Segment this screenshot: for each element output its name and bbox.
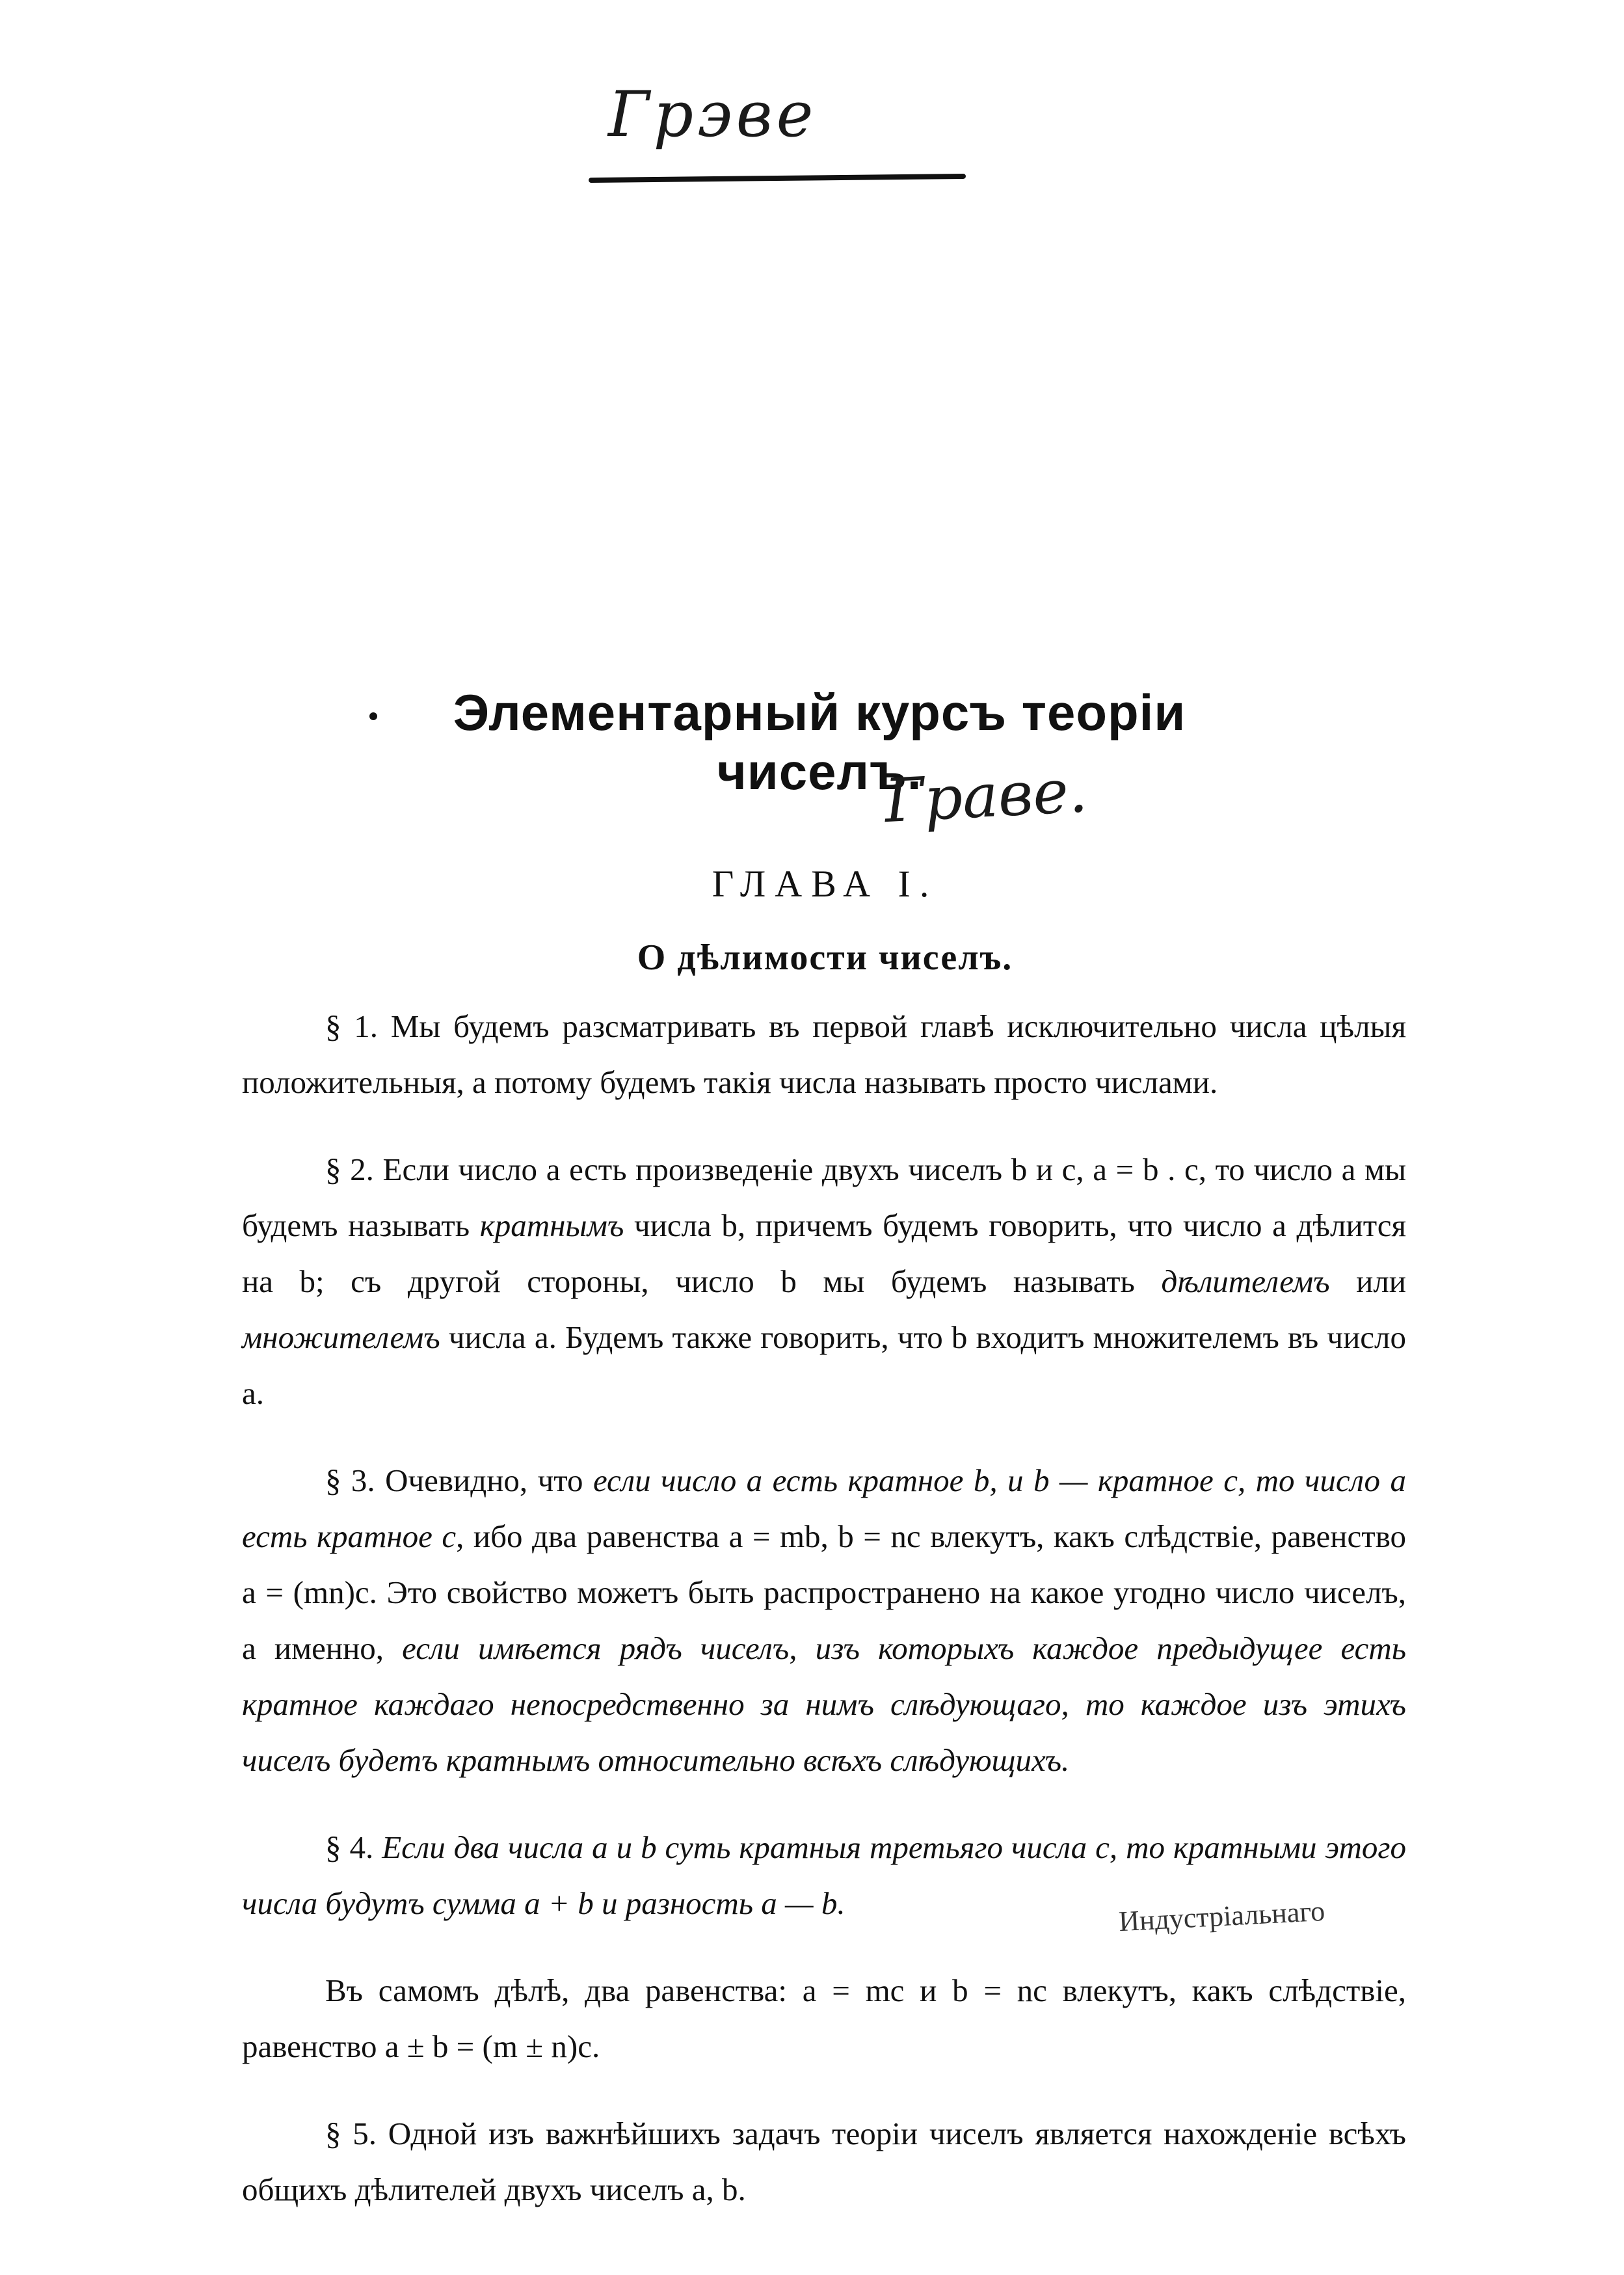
paragraph-3: § 3. Очевидно, что если число a есть кратное b, и b — кратное c, то число a есть кратное c, ибо два равенства a = mb, b = nc влекутъ, какъ слѣдствіе, равенство a = (mn)c. Это свойство можетъ быть распространено на какое угодно число чиселъ, а именно, если имѣется рядъ чиселъ, изъ которыхъ каждое предыдущее есть кратное каждаго непосредственно за нимъ слѣдующаго, то каждое изъ этихъ чиселъ будетъ кратнымъ относительно всѣхъ слѣдующихъ. xyxy=(242,1462,1406,1778)
paragraph-1: § 1. Мы будемъ разсматривать въ первой главѣ исключительно числа цѣлыя положительныя, а потому будемъ такія числа называть просто числами. xyxy=(242,1008,1406,1100)
paragraph-6: § 5. Одной изъ важнѣйшихъ задачъ теоріи чиселъ является нахожденіе всѣхъ общихъ дѣлителей двухъ чиселъ a, b. xyxy=(242,2116,1406,2207)
chapter-heading: ГЛАВА I. xyxy=(712,863,938,905)
handwritten-underline xyxy=(589,174,966,183)
paragraph-4: § 4. Если два числа a и b суть кратныя третьяго числа c, то кратными этого числа будутъ сумма a + b и разность a — b. xyxy=(242,1829,1407,1921)
body-text xyxy=(242,999,1406,2249)
handwritten-signature: Граве. xyxy=(883,755,1089,837)
book-title: Элементарный курсъ теоріи чиселъ. xyxy=(453,684,1186,800)
paragraph-5: Въ самомъ дѣлѣ, два равенства: a = mc и b = nc влекутъ, какъ слѣдствіе, равенство a ± b = (m ± n)c. xyxy=(242,1972,1406,2064)
handwritten-annotation: Грэве xyxy=(608,78,818,151)
stamp-fragment: Индустріальнаго xyxy=(1117,1894,1326,1938)
paragraph-2: § 2. Если число a есть произведеніе двухъ чиселъ b и c, a = b . c, то число a мы будемъ называть кратнымъ числа b, причемъ будемъ говорить, что число a дѣлится на b; съ другой стороны, число b мы будемъ называть дѣлителемъ или множителемъ числа a. Будемъ также говорить, что b входитъ множителемъ въ число a. xyxy=(242,1151,1406,1411)
chapter-subtitle: О дѣлимости чиселъ. xyxy=(637,937,1013,978)
